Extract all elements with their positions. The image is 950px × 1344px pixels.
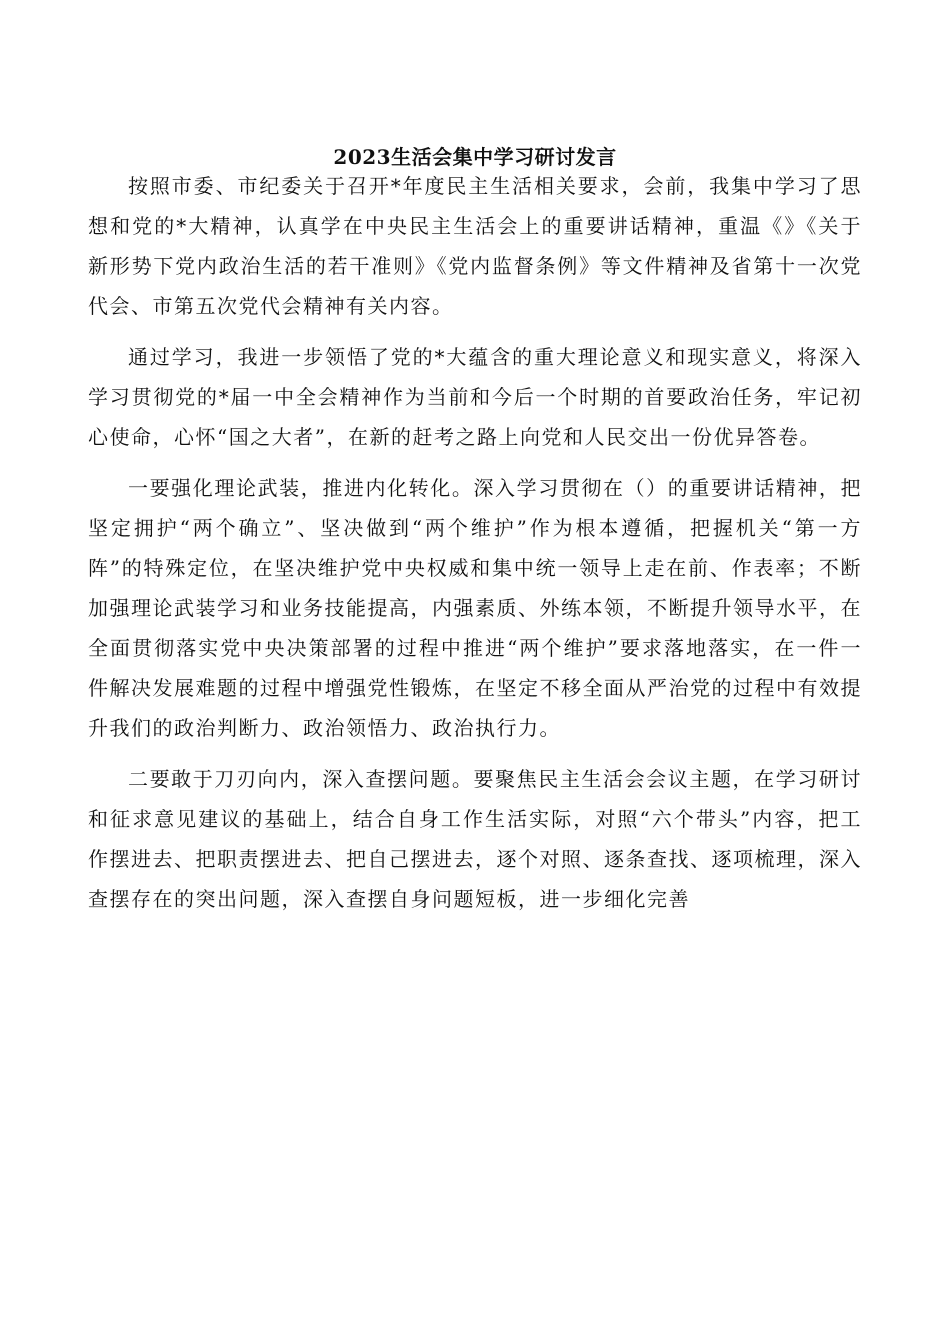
document-body <box>88 166 862 930</box>
paragraph-3: 一要强化理论武装，推进内化转化。深入学习贯彻在（）的重要讲话精神，把坚定拥护“两个确立”、坚决做到“两个维护”作为根本遵循，把握机关“第一方阵”的特殊定位，在坚决维护党中央权威和集中统一领导上走在前、作表率；不断加强理论武装学习和业务技能提高，内强素质、外练本领，不断提升领导水平，在全面贯彻落实党中央决策部署的过程中推进“两个维护”要求落地落实，在一件一件解决发展难题的过程中增强党性锻炼，在坚定不移全面从严治党的过程中有效提升我们的政治判断力、政治领悟力、政治执行力。 <box>88 476 862 740</box>
paragraph-2: 通过学习，我进一步领悟了党的*大蕴含的重大理论意义和现实意义，将深入学习贯彻党的*届一中全会精神作为当前和今后一个时期的首要政治任务，牢记初心使命，心怀“国之大者”，在新的赶考之路上向党和人民交出一份优异答卷。 <box>88 345 862 449</box>
paragraph-1: 按照市委、市纪委关于召开*年度民主生活相关要求，会前，我集中学习了思想和党的*大精神，认真学在中央民主生活会上的重要讲话精神，重温《》《关于新形势下党内政治生活的若干准则》《党内监督条例》等文件精神及省第十一次党代会、市第五次党代会精神有关内容。 <box>88 174 862 318</box>
document-title: 2023生活会集中学习研讨发言 <box>333 145 617 169</box>
paragraph-4: 二要敢于刀刃向内，深入查摆问题。要聚焦民主生活会会议主题，在学习研讨和征求意见建议的基础上，结合自身工作生活实际，对照“六个带头”内容，把工作摆进去、把职责摆进去、把自己摆进去，逐个对照、逐条查找、逐项梳理，深入查摆存在的突出问题，深入查摆自身问题短板，进一步细化完善 <box>88 767 862 911</box>
